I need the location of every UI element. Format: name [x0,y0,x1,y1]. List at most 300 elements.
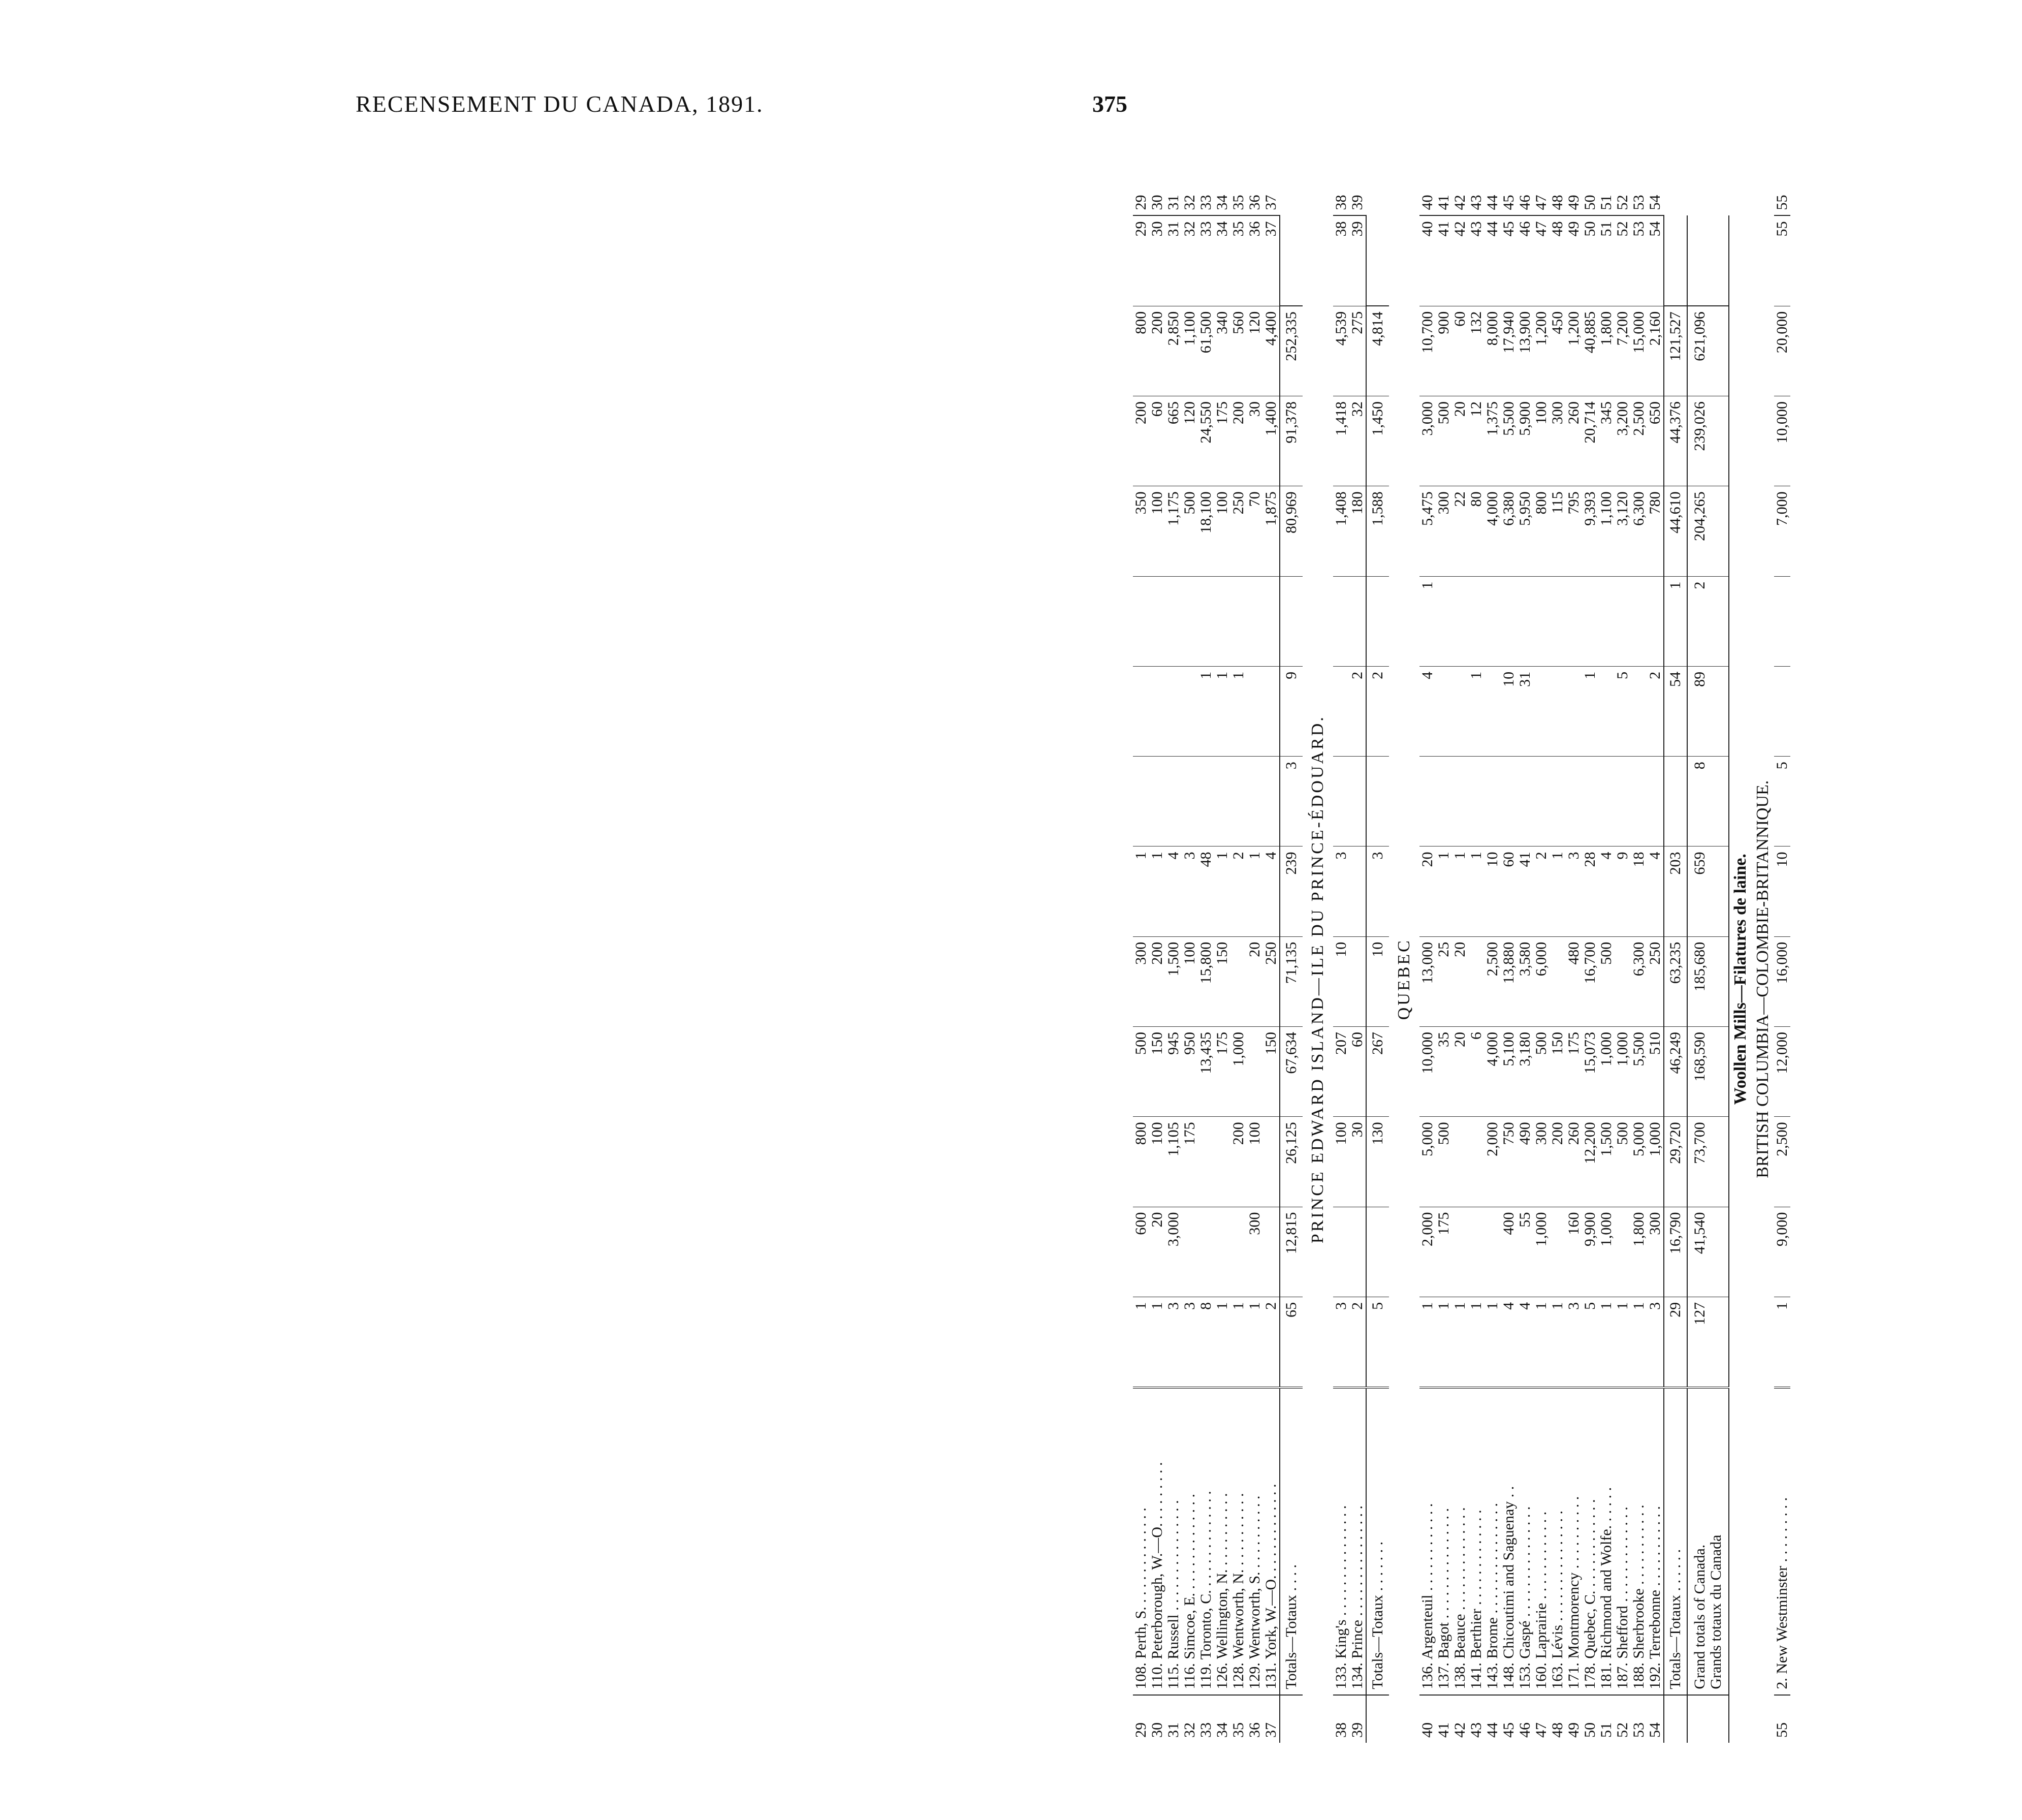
row-district-name: 131. York, W.—O. . . . . . . . . . . . . [1263,1388,1280,1695]
row-district-name: 137. Bagot . . . . . . . . . . . . . . . [1436,1388,1452,1695]
grand-total-value-cell: 239,026 [1687,396,1729,486]
row-value-cell: 1,100 [1598,486,1615,576]
row-value-cell: 12 [1468,396,1484,486]
total-value-cell: 29 [1664,1297,1687,1388]
row-value-cell [1452,666,1468,756]
row-value-cell: 60 [1452,306,1468,396]
row-value-cell: 1,875 [1263,486,1280,576]
row-value-cell: 150 [1263,1027,1280,1117]
row-value-cell: 1 [1452,846,1468,936]
british-columbia-heading: BRITISH COLUMBIA—COLOMBIE-BRITANNIQUE. [1753,780,1772,1178]
row-value-cell: 3 [1182,1297,1198,1388]
row-value-cell: 115 [1550,486,1566,576]
row-value-cell [1631,576,1647,666]
total-value-cell: 12,815 [1280,1207,1303,1297]
row-value-cell: 207 [1333,1027,1349,1117]
row-value-cell [1214,1117,1230,1207]
total-value-cell: 26,125 [1280,1117,1303,1207]
row-line-number: 36 [1247,1695,1263,1743]
quebec-section [1389,168,1419,1743]
row-value-cell: 500 [1436,396,1452,486]
row-district-name: 119. Toronto, C. . . . . . . . . . . . . . [1198,1388,1214,1695]
row-value-cell: 1 [1214,1297,1230,1388]
row-value-cell: 20,000 [1774,306,1790,396]
row-line-number: 41 [1436,1695,1452,1743]
row-value-cell: 1,400 [1263,396,1280,486]
row-value-cell: 5 [1582,1297,1598,1388]
row-value-cell: 45 [1501,215,1517,306]
row-value-cell [1230,936,1247,1026]
totals-row-ontario [1280,168,1303,1743]
table-row [1484,168,1501,1743]
row-line-number-right: 41 [1436,168,1452,215]
row-value-cell: 950 [1182,1027,1198,1117]
row-line-number: 34 [1214,1695,1230,1743]
row-value-cell: 5,000 [1631,1117,1647,1207]
row-value-cell: 60 [1501,846,1517,936]
row-value-cell: 37 [1263,215,1280,306]
row-value-cell: 2,000 [1484,1117,1501,1207]
row-value-cell: 150 [1214,936,1230,1026]
total-value-cell [1366,1207,1389,1297]
row-value-cell: 3,000 [1419,396,1436,486]
row-value-cell [1214,576,1230,666]
row-value-cell: 1 [1436,1297,1452,1388]
row-value-cell: 1 [1631,1297,1647,1388]
row-line-number: 37 [1263,1695,1280,1743]
row-line-number-right: 35 [1230,168,1247,215]
grand-totals-label-fr: Grands totaux du Canada [1708,1534,1724,1689]
table-row [1333,168,1349,1743]
row-line-number: 42 [1452,1695,1468,1743]
row-value-cell: 120 [1247,306,1263,396]
row-value-cell: 100 [1333,1117,1349,1207]
total-spacer [1280,1695,1303,1743]
row-value-cell: 300 [1436,486,1452,576]
row-value-cell: 4,539 [1333,306,1349,396]
row-value-cell [1484,1207,1501,1297]
row-value-cell [1517,576,1533,666]
row-value-cell: 32 [1349,396,1366,486]
row-line-number: 39 [1349,1695,1366,1743]
row-value-cell [1550,576,1566,666]
row-value-cell [1349,936,1366,1026]
row-value-cell: 16,000 [1774,936,1790,1026]
row-value-cell [1468,1207,1484,1297]
row-value-cell: 15,800 [1198,936,1214,1026]
row-district-name: 136. Argenteuil . . . . . . . . . . . . [1419,1388,1436,1695]
row-value-cell: 1,000 [1230,1027,1247,1117]
row-value-cell [1566,757,1582,846]
row-value-cell: 3 [1182,846,1198,936]
row-value-cell: 2,160 [1647,306,1664,396]
row-value-cell: 1 [1133,846,1149,936]
row-value-cell: 10,700 [1419,306,1436,396]
row-line-number-right: 42 [1452,168,1468,215]
pei-block [1333,168,1389,1743]
total-label: Totals—Totaux . . . . [1280,1388,1303,1695]
row-value-cell [1615,757,1631,846]
row-value-cell: 15,000 [1631,306,1647,396]
row-value-cell: 200 [1149,936,1165,1026]
woollen-mills-heading: Woollen Mills—Filatures de laine. [1731,854,1750,1105]
row-value-cell: 30 [1149,215,1165,306]
table-row [1615,168,1631,1743]
total-value-cell: 2 [1366,666,1389,756]
row-line-number: 44 [1484,1695,1501,1743]
section-heading-pei: PRINCE EDWARD ISLAND—ILE DU PRINCE-ÉDOUARD. [1308,715,1327,1244]
row-district-name: 128. Wentworth, N. . . . . . . . . . . [1230,1388,1247,1695]
row-value-cell [1247,757,1263,846]
total-value-cell: 71,135 [1280,936,1303,1026]
row-value-cell: 48 [1198,846,1214,936]
row-value-cell: 70 [1247,486,1263,576]
row-value-cell [1468,576,1484,666]
row-value-cell: 500 [1615,1117,1631,1207]
row-value-cell: 780 [1647,486,1664,576]
row-value-cell: 17,940 [1501,306,1517,396]
row-value-cell: 260 [1566,1117,1582,1207]
row-line-number: 32 [1182,1695,1198,1743]
row-district-name: 163. Lévis . . . . . . . . . . . . . . . [1550,1388,1566,1695]
row-value-cell [1468,1117,1484,1207]
table-row [1517,168,1533,1743]
grand-totals-row [1687,168,1729,1743]
row-value-cell [1165,576,1182,666]
row-value-cell: 4 [1517,1297,1533,1388]
row-value-cell: 200 [1149,306,1165,396]
grand-total-value-cell: 89 [1687,666,1729,756]
row-value-cell: 250 [1263,936,1280,1026]
grand-total-value-cell: 41,540 [1687,1207,1729,1297]
row-value-cell: 35 [1436,1027,1452,1117]
row-value-cell: 20 [1149,1207,1165,1297]
row-value-cell [1263,757,1280,846]
row-value-cell: 1 [1149,846,1165,936]
row-line-number: 38 [1333,1695,1349,1743]
total-value-cell: 121,527 [1664,306,1687,396]
row-value-cell [1468,757,1484,846]
total-value-cell: 1,450 [1366,396,1389,486]
row-value-cell: 18 [1631,846,1647,936]
row-value-cell: 6,000 [1533,936,1550,1026]
row-line-number-right: 43 [1468,168,1484,215]
row-value-cell: 1 [1582,666,1598,756]
row-value-cell: 61,500 [1198,306,1214,396]
row-value-cell: 3 [1165,1297,1182,1388]
row-value-cell [1501,757,1517,846]
row-line-number: 40 [1419,1695,1436,1743]
row-value-cell: 1 [1247,1297,1263,1388]
row-value-cell: 1 [1230,666,1247,756]
total-value-cell: 80,969 [1280,486,1303,576]
row-value-cell [1247,666,1263,756]
row-value-cell: 60 [1149,396,1165,486]
row-value-cell: 3 [1333,846,1349,936]
row-value-cell: 4 [1598,846,1615,936]
row-line-number: 45 [1501,1695,1517,1743]
row-line-number-right: 34 [1214,168,1230,215]
row-value-cell: 44 [1484,215,1501,306]
row-district-name: 133. King's . . . . . . . . . . . . . . . [1333,1388,1349,1695]
row-value-cell [1550,666,1566,756]
row-line-number-right: 36 [1247,168,1263,215]
row-value-cell: 16,700 [1582,936,1598,1026]
row-value-cell: 490 [1517,1117,1533,1207]
row-line-number-right: 39 [1349,168,1366,215]
row-value-cell: 600 [1133,1207,1149,1297]
row-value-cell: 4 [1419,666,1436,756]
total-value-cell: 5 [1366,1297,1389,1388]
row-line-number: 30 [1149,1695,1165,1743]
table-row [1631,168,1647,1743]
row-value-cell: 30 [1349,1117,1366,1207]
row-value-cell: 350 [1133,486,1149,576]
row-value-cell [1452,757,1468,846]
row-value-cell: 33 [1198,215,1214,306]
table-row [1263,168,1280,1743]
row-value-cell: 795 [1566,486,1582,576]
row-value-cell: 3,000 [1165,1207,1182,1297]
row-line-number-right: 31 [1165,168,1182,215]
grand-totals-block [1687,168,1729,1743]
totals-row-quebec [1664,168,1687,1743]
row-value-cell: 2 [1263,1297,1280,1388]
row-district-name: 153. Gaspé . . . . . . . . . . . . . . . [1517,1388,1533,1695]
row-value-cell [1452,1117,1468,1207]
row-value-cell: 15,073 [1582,1027,1598,1117]
row-value-cell [1263,576,1280,666]
row-line-number: 48 [1550,1695,1566,1743]
row-value-cell: 1 [1533,1297,1550,1388]
row-value-cell: 12,200 [1582,1117,1598,1207]
row-value-cell: 1 [1468,846,1484,936]
row-value-cell [1468,936,1484,1026]
row-line-number: 35 [1230,1695,1247,1743]
row-value-cell: 13,900 [1517,306,1533,396]
row-value-cell [1349,576,1366,666]
row-value-cell: 1,105 [1165,1117,1182,1207]
row-line-number-right: 51 [1598,168,1615,215]
row-value-cell: 1 [1214,846,1230,936]
row-value-cell: 8,000 [1484,306,1501,396]
row-value-cell [1349,846,1366,936]
row-line-number: 43 [1468,1695,1484,1743]
row-value-cell [1484,576,1501,666]
row-value-cell [1566,666,1582,756]
row-value-cell [1198,1117,1214,1207]
row-value-cell: 20 [1452,1027,1468,1117]
row-value-cell: 50 [1582,215,1598,306]
woollen-block [1774,168,1790,1743]
row-district-name: 116. Simcoe, E. . . . . . . . . . . . . . [1182,1388,1198,1695]
row-district-name: 126. Wellington, N. . . . . . . . . . . [1214,1388,1230,1695]
row-value-cell [1263,1117,1280,1207]
row-value-cell [1550,1207,1566,1297]
total-value-cell: 3 [1366,846,1389,936]
row-value-cell: 300 [1247,1207,1263,1297]
row-line-number: 46 [1517,1695,1533,1743]
total-value-cell: 44,376 [1664,396,1687,486]
row-line-number-right: 47 [1533,168,1550,215]
row-value-cell: 4 [1501,1297,1517,1388]
row-district-name: 141. Berthier . . . . . . . . . . . . . [1468,1388,1484,1695]
row-line-number-right: 48 [1550,168,1566,215]
row-value-cell: 1 [1214,666,1230,756]
row-value-cell: 5,500 [1631,1027,1647,1117]
row-line-number: 31 [1165,1695,1182,1743]
row-value-cell [1165,757,1182,846]
row-value-cell: 250 [1230,486,1247,576]
row-value-cell: 7,200 [1615,306,1631,396]
row-value-cell: 100 [1214,486,1230,576]
row-value-cell: 345 [1598,396,1615,486]
row-value-cell: 34 [1214,215,1230,306]
row-value-cell: 5,900 [1517,396,1533,486]
total-value-cell: 130 [1366,1117,1389,1207]
row-value-cell: 2 [1349,666,1366,756]
row-line-number: 33 [1198,1695,1214,1743]
row-value-cell: 1,408 [1333,486,1349,576]
row-value-cell: 100 [1533,396,1550,486]
row-value-cell [1230,1207,1247,1297]
row-value-cell: 100 [1149,1117,1165,1207]
row-value-cell [1615,936,1631,1026]
total-value-cell [1280,576,1303,666]
row-value-cell: 13,880 [1501,936,1517,1026]
row-value-cell: 39 [1349,215,1366,306]
row-value-cell: 5,100 [1501,1027,1517,1117]
table-row [1452,168,1468,1743]
pei-section [1303,168,1333,1743]
row-value-cell: 1 [1452,1297,1468,1388]
row-line-number-right: 33 [1198,168,1214,215]
total-value-cell: 4,814 [1366,306,1389,396]
row-value-cell: 5 [1774,757,1790,846]
row-value-cell: 300 [1133,936,1149,1026]
row-district-name: 134. Prince . . . . . . . . . . . . . . . [1349,1388,1366,1695]
row-value-cell [1647,576,1664,666]
total-value-cell [1664,757,1687,846]
table-row [1436,168,1452,1743]
row-value-cell: 200 [1550,1117,1566,1207]
total-spacer [1366,1695,1389,1743]
row-district-name: 110. Peterborough, W.—O. . . . . . . . . [1149,1388,1165,1695]
row-value-cell [1182,1207,1198,1297]
row-value-cell: 1,000 [1598,1027,1615,1117]
row-line-number: 50 [1582,1695,1598,1743]
total-value-cell: 46,249 [1664,1027,1687,1117]
rotated-statistical-table [1133,168,2022,1743]
table-row [1598,168,1615,1743]
row-value-cell: 2,000 [1419,1207,1436,1297]
row-line-number: 29 [1133,1695,1149,1743]
row-line-number-right: 54 [1647,168,1664,215]
row-value-cell [1333,1207,1349,1297]
total-spacer-right [1664,215,1687,306]
row-value-cell: 1 [1133,1297,1149,1388]
row-value-cell: 1 [1550,846,1566,936]
row-line-number: 54 [1647,1695,1664,1743]
row-value-cell: 1 [1484,1297,1501,1388]
row-value-cell: 450 [1550,306,1566,396]
row-value-cell [1198,576,1214,666]
row-value-cell [1615,1207,1631,1297]
row-value-cell: 1,500 [1598,1117,1615,1207]
row-value-cell: 55 [1774,215,1790,306]
row-value-cell: 480 [1566,936,1582,1026]
row-value-cell: 1 [1615,1297,1631,1388]
row-value-cell: 20,714 [1582,396,1598,486]
row-value-cell: 40,885 [1582,306,1598,396]
row-district-name: 192. Terrebonne . . . . . . . . . . . [1647,1388,1664,1695]
row-value-cell [1247,576,1263,666]
total-value-cell: 267 [1366,1027,1389,1117]
row-line-number-right: 52 [1615,168,1631,215]
total-value-cell: 239 [1280,846,1303,936]
table-row [1533,168,1550,1743]
row-line-number-right: 49 [1566,168,1582,215]
grand-spacer-right [1687,215,1729,306]
row-value-cell [1165,666,1182,756]
row-value-cell: 1 [1774,1297,1790,1388]
row-value-cell [1436,757,1452,846]
row-value-cell: 500 [1182,486,1198,576]
row-value-cell [1333,757,1349,846]
row-value-cell: 20 [1419,846,1436,936]
row-value-cell: 5,000 [1419,1117,1436,1207]
row-line-number: 51 [1598,1695,1615,1743]
table-row [1198,168,1214,1743]
row-value-cell: 175 [1436,1207,1452,1297]
row-value-cell [1133,666,1149,756]
page-header-title: RECENSEMENT DU CANADA, 1891. [356,91,764,117]
row-value-cell [1501,576,1517,666]
row-value-cell: 42 [1452,215,1468,306]
row-value-cell [1230,576,1247,666]
row-value-cell: 10,000 [1774,396,1790,486]
ontario-block [1133,168,1303,1743]
row-value-cell [1263,1207,1280,1297]
row-value-cell: 30 [1247,396,1263,486]
row-value-cell: 665 [1165,396,1182,486]
row-value-cell: 200 [1133,396,1149,486]
row-value-cell [1774,576,1790,666]
table-row [1349,168,1366,1743]
grand-spacer [1687,1695,1729,1743]
row-value-cell [1774,666,1790,756]
quebec-block [1419,168,1687,1743]
row-value-cell: 80 [1468,486,1484,576]
row-value-cell: 47 [1533,215,1550,306]
row-value-cell [1533,757,1550,846]
grand-total-value-cell: 127 [1687,1297,1729,1388]
row-value-cell: 1,000 [1615,1027,1631,1117]
row-value-cell: 180 [1349,486,1366,576]
row-value-cell [1333,576,1349,666]
row-value-cell: 1 [1419,576,1436,666]
table-row [1230,168,1247,1743]
row-value-cell [1419,757,1436,846]
total-value-cell: 65 [1280,1297,1303,1388]
row-value-cell [1247,1027,1263,1117]
row-value-cell: 1,000 [1647,1117,1664,1207]
grand-total-value-cell: 168,590 [1687,1027,1729,1117]
row-value-cell [1550,936,1566,1026]
row-value-cell: 1,800 [1598,306,1615,396]
row-value-cell: 55 [1517,1207,1533,1297]
row-value-cell: 945 [1165,1027,1182,1117]
